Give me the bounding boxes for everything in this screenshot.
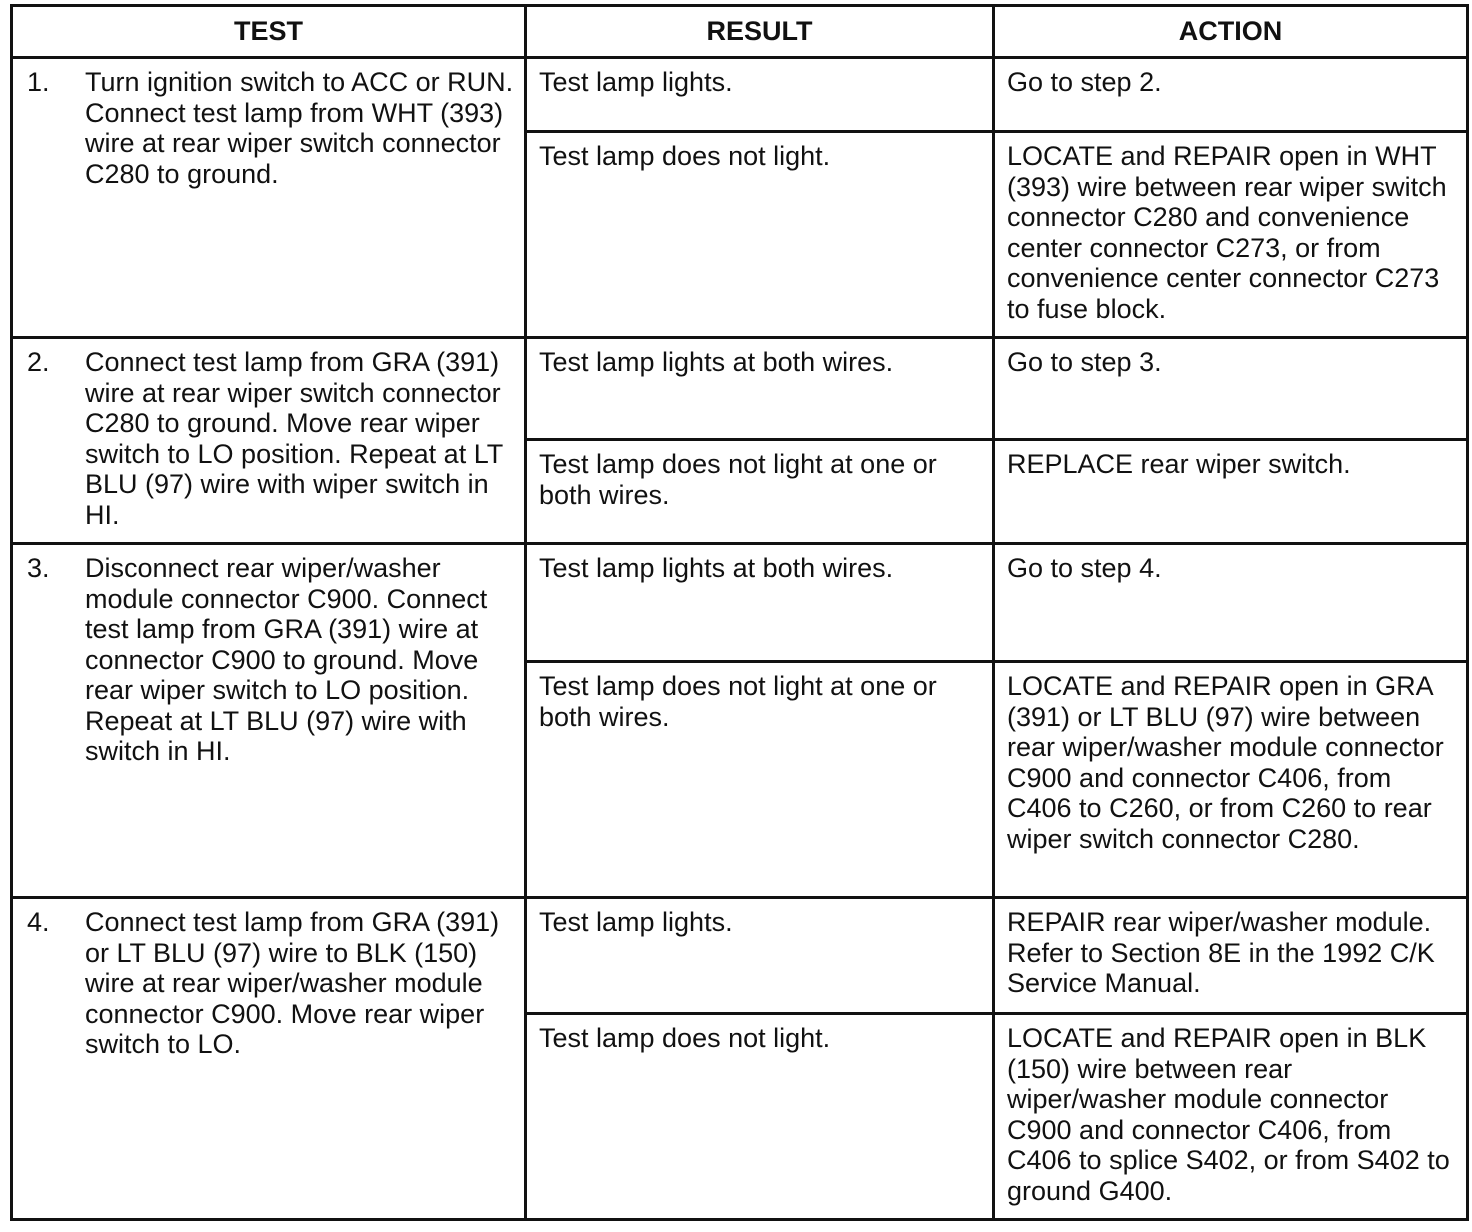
header-row — [12, 6, 1468, 58]
result-cell: Test lamp does not light. — [526, 1014, 994, 1220]
result-cell: Test lamp does not light at one or both wires. — [526, 440, 994, 544]
action-cell: LOCATE and REPAIR open in GRA (391) or LT BLU (97) wire between rear wiper/washer module connector C900 and connector C406, from C406 to C260, or from C260 to rear wiper switch connector C280. — [994, 662, 1468, 898]
step-number: 2. — [27, 347, 50, 377]
result-cell: Test lamp lights. — [526, 58, 994, 132]
action-cell: REPAIR rear wiper/washer module. Refer to Section 8E in the 1992 C/K Service Manual. — [994, 898, 1468, 1014]
test-cell-step-1 — [12, 58, 526, 338]
result-cell: Test lamp does not light at one or both wires. — [526, 662, 994, 898]
result-cell: Test lamp does not light. — [526, 132, 994, 338]
test-text: Connect test lamp from GRA (391) or LT BLU (97) wire to BLK (150) wire at rear wiper/washer module connector C900. Move rear wiper switch to LO. — [85, 907, 500, 1059]
test-text: Connect test lamp from GRA (391) wire at rear wiper switch connector C280 to ground. Move rear wiper switch to LO position. Repeat at LT BLU (97) wire with wiper switch in HI. — [85, 347, 503, 530]
header-result: RESULT — [526, 6, 994, 58]
table-row — [12, 544, 1468, 662]
test-cell-step-2 — [12, 338, 526, 544]
step-number: 3. — [27, 553, 50, 583]
table-row — [12, 338, 1468, 440]
test-cell-step-3 — [12, 544, 526, 898]
action-cell: Go to step 4. — [994, 544, 1468, 662]
diagnostic-table — [10, 4, 1469, 1221]
header-test: TEST — [12, 6, 526, 58]
table-row — [12, 898, 1468, 1014]
result-cell: Test lamp lights at both wires. — [526, 544, 994, 662]
result-cell: Test lamp lights at both wires. — [526, 338, 994, 440]
step-number: 4. — [27, 907, 50, 937]
step-number: 1. — [27, 67, 50, 97]
result-cell: Test lamp lights. — [526, 898, 994, 1014]
test-text: Disconnect rear wiper/washer module connector C900. Connect test lamp from GRA (391) wire at connector C900 to ground. Move rear wiper switch to LO position. Repeat at LT BLU (97) wire with switch in HI. — [85, 553, 488, 766]
header-action: ACTION — [994, 6, 1468, 58]
action-cell: LOCATE and REPAIR open in BLK (150) wire between rear wiper/washer module connector C900 and connector C406, from C406 to splice S402, or from S402 to ground G400. — [994, 1014, 1468, 1220]
action-cell: Go to step 3. — [994, 338, 1468, 440]
action-cell: REPLACE rear wiper switch. — [994, 440, 1468, 544]
test-cell-step-4 — [12, 898, 526, 1220]
action-cell: Go to step 2. — [994, 58, 1468, 132]
action-cell: LOCATE and REPAIR open in WHT (393) wire between rear wiper switch connector C280 and convenience center connector C273, or from convenience center connector C273 to fuse block. — [994, 132, 1468, 338]
table-row — [12, 58, 1468, 132]
test-text: Turn ignition switch to ACC or RUN. Connect test lamp from WHT (393) wire at rear wiper switch connector C280 to ground. — [85, 67, 514, 189]
